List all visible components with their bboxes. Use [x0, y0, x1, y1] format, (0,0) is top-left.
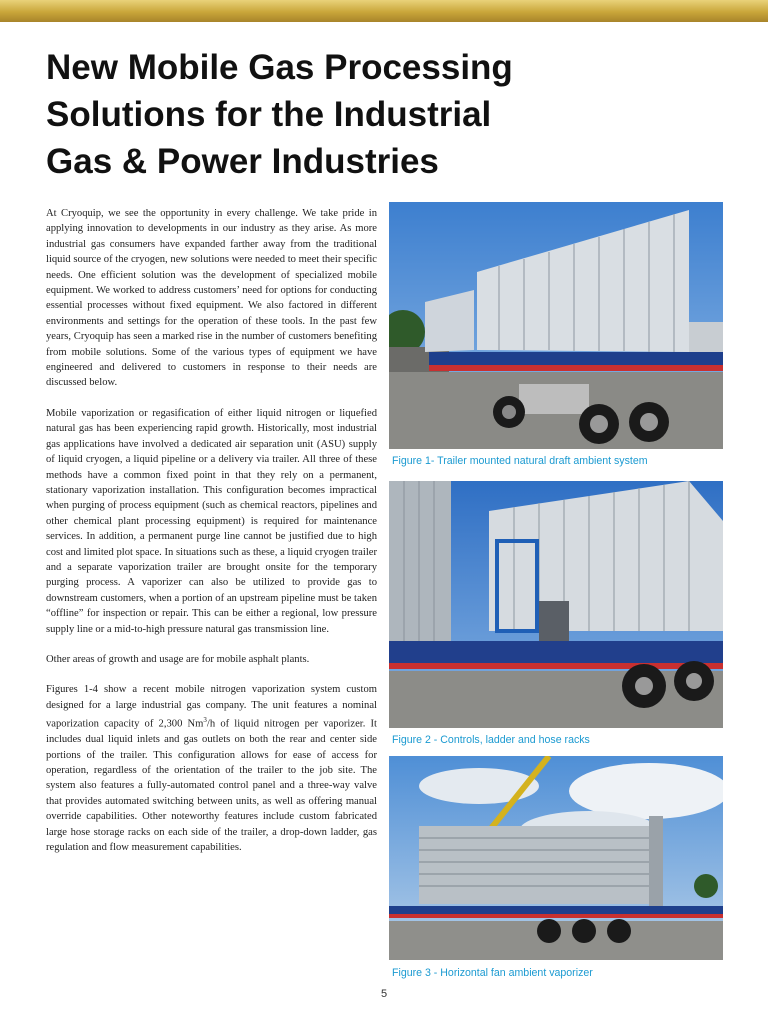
page-number: 5 [380, 988, 388, 1000]
paragraph-figures: Figures 1-4 show a recent mobile nitrogen vaporization system custom designed for a large industrial gas company. The unit features a nominal vaporization capacity of 2,300 Nm$^3$/h of liquid nitrogen per vaporizer. It includes dual liquid inlets and gas outlets on both the rear and center side portions of the trailer. This configuration allows for ease of access for operation, regardless of the orientation of the trailer to the job site. The system also features a fully-automated control panel and a three-way valve that provides automated switching between units, as well as offering manual override capabilities. Other noteworthy features include custom fabricated large hose storage racks on each side of the trailer, a drop-down ladder, gas regulation and flow measurement capabilities. [46, 684, 377, 853]
figure-1-photo [389, 202, 723, 449]
header-gold-band [0, 0, 768, 22]
figure-3-photo [389, 756, 723, 960]
figure-2-photo [389, 481, 723, 728]
paragraph-intro: At Cryoquip, we see the opportunity in every challenge. We take pride in applying innovation to developments in our industry as they arise. As more industrial gas consumers have expanded farther away from the traditional liquid source of the cryogen, new solutions were needed to meet their specific needs. One efficient solution was the development of specialized mobile equipment. We worked to address customers’ need for options for conducting essential processes without fixed equipment. We also factored in different environments and settings for the operation of these tools. In the past few years, Cryoquip has seen a marked rise in the number of customers benefiting from mobile solutions. Some of the various types of equipment we have engineered and delivered to customers in response to their needs are discussed below. [46, 208, 377, 389]
title-line-2: Solutions for the Industrial [46, 95, 492, 134]
body-text-column [46, 206, 377, 870]
figure-2-caption: Figure 2 - Controls, ladder and hose racks [392, 734, 590, 746]
page-title [46, 44, 646, 185]
figure-3-caption: Figure 3 - Horizontal fan ambient vaporizer [392, 967, 593, 979]
paragraph-vaporization: Mobile vaporization or regasification of either liquid nitrogen or liquefied natural gas has been experiencing rapid growth. Historically, most industrial gas applications have involved a dedicated air separation unit (ASU) supply of liquid cryogen, a liquid pipeline or a delivery via trailer. All three of these methods have a common fixed point in that they rely on a permanent, stationary vaporization installation. This configuration becomes impractical when purging of process equipment (such as chemical reactors, pipelines and other chemical plant processing equipment) is required for maintenance services. In addition, a permanent purge line cannot be justified due to high cost and limited plot space. In situations such as these, a liquid cryogen trailer and a separate vaporization trailer are brought onsite for the temporary purging process. A vaporizer can also be utilized to provide gas to downstream customers, when a portion of an upstream pipeline must be taken “offline” for inspection or repair. This can be either a regional, low pressure supply line or a mid-to-high pressure natural gas transmission line. [46, 407, 377, 635]
figure-1-caption: Figure 1- Trailer mounted natural draft ambient system [392, 455, 648, 467]
paragraph-asphalt: Other areas of growth and usage are for mobile asphalt plants. [46, 653, 310, 665]
title-line-3: Gas & Power Industries [46, 142, 439, 181]
title-line-1: New Mobile Gas Processing [46, 48, 513, 87]
